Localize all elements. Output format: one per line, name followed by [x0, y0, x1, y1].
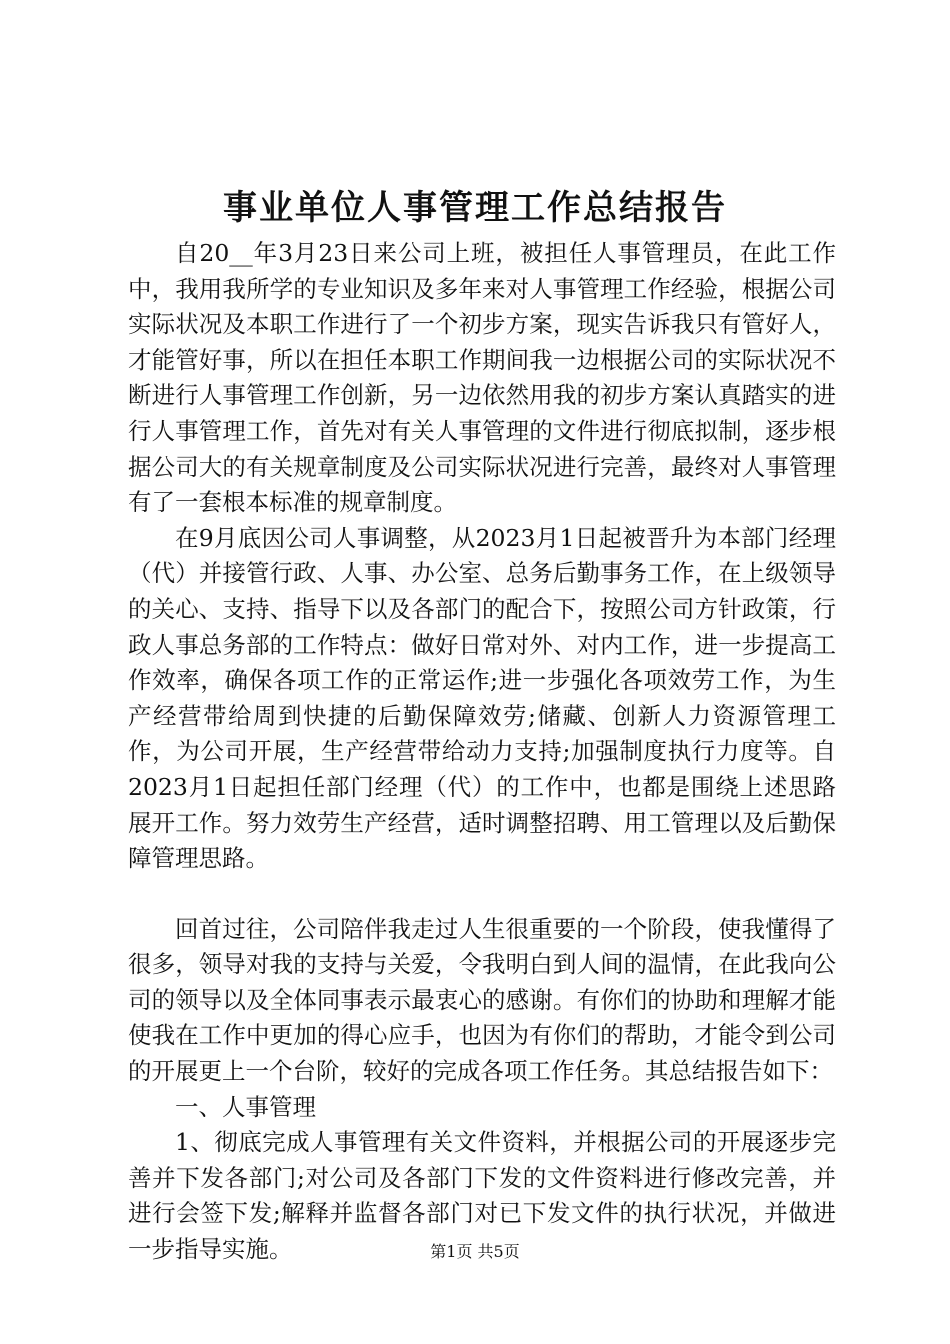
- paragraph-review: 回首过往，公司陪伴我走过人生很重要的一个阶段，使我懂得了很多，领导对我的支持与关爱，令我明白到人间的温情，在此我向公司的领导以及全体同事表示最衷心的感谢。有你们的协助和理解才能使我在工作中更加的得心应手，也因为有你们的帮助，才能令到公司的开展更上一个台阶，较好的完成各项工作任务。其总结报告如下：: [128, 914, 836, 1086]
- section-heading-hr: 一、人事管理: [175, 1092, 316, 1121]
- paragraph-intro: 自20__年3月23日来公司上班，被担任人事管理员，在此工作中，我用我所学的专业知识及多年来对人事管理工作经验，根据公司实际状况及本职工作进行了一个初步方案，现实告诉我只有管好人，才能管好事，所以在担任本职工作期间我一边根据公司的实际状况不断进行人事管理工作创新，另一边依然用我的初步方案认真踏实的进行人事管理工作，首先对有关人事管理的文件进行彻底拟制，逐步根据公司大的有关规章制度及公司实际状况进行完善，最终对人事管理有了一套根本标准的规章制度。: [128, 239, 836, 517]
- list-item-1: 1、彻底完成人事管理有关文件资料，并根据公司的开展逐步完善并下发各部门;对公司及各部门下发的文件资料进行修改完善，并进行会签下发;解释并监督各部门对已下发文件的执行状况，并做进一步指导实施。: [128, 1128, 836, 1264]
- document-title: 事业单位人事管理工作总结报告: [223, 188, 727, 228]
- document-body: [128, 236, 836, 1268]
- paragraph-promotion: 在9月底因公司人事调整，从2023月1日起被晋升为本部门经理（代）并接管行政、人事、办公室、总务后勤事务工作，在上级领导的关心、支持、指导下以及各部门的配合下，按照公司方针政策，行政人事总务部的工作特点：做好日常对外、对内工作，进一步提高工作效率，确保各项工作的正常运作;进一步强化各项效劳工作，为生产经营带给周到快捷的后勤保障效劳;储藏、创新人力资源管理工作，为公司开展，生产经营带给动力支持;加强制度执行力度等。自2023月1日起担任部门经理（代）的工作中，也都是围绕上述思路展开工作。努力效劳生产经营，适时调整招聘、用工管理以及后勤保障管理思路。: [128, 523, 836, 873]
- page-number: 第1页 共5页: [430, 1242, 520, 1261]
